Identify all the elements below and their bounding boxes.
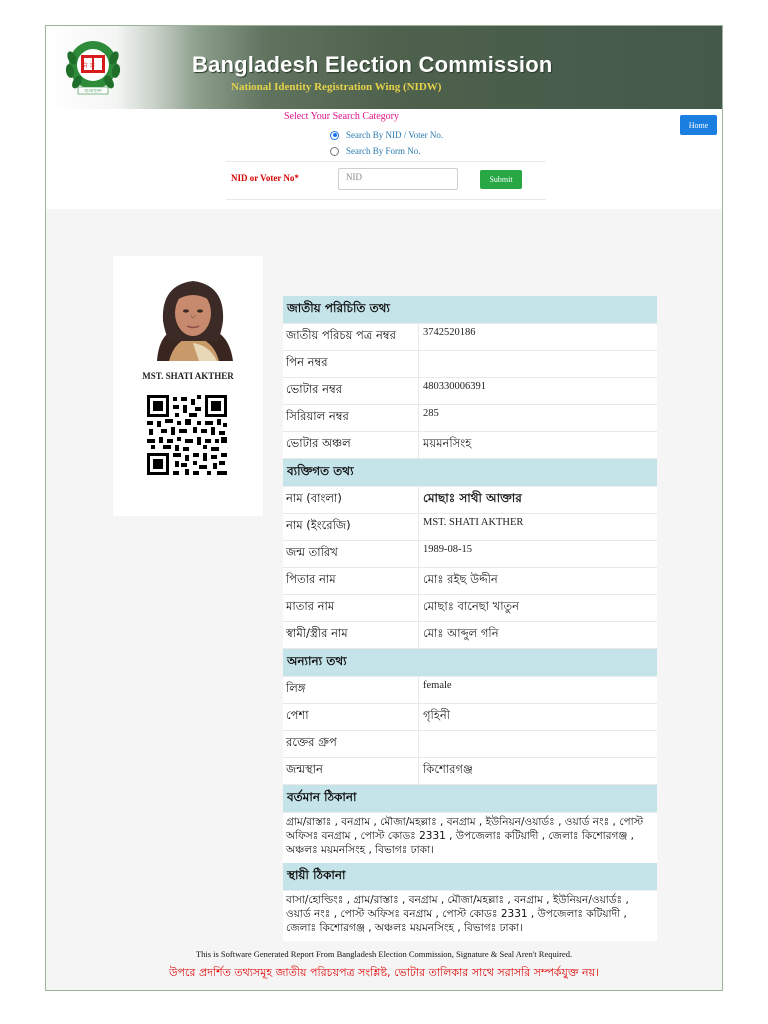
profile-card xyxy=(113,256,263,516)
section-national-id-title: জাতীয় পরিচিতি তথ্য xyxy=(283,296,657,324)
table-row xyxy=(283,568,657,595)
result-area xyxy=(46,209,722,990)
voter-area-value: ময়মনসিংহ xyxy=(423,436,472,450)
birthplace-value: কিশোরগঞ্জ xyxy=(423,762,473,776)
row-label: মাতার নাম xyxy=(283,595,419,621)
occupation-value: গৃহিনী xyxy=(423,708,451,722)
radio-button[interactable] xyxy=(330,147,339,156)
blood-group-value xyxy=(419,731,657,757)
profile-name: MST. SHATI AKTHER xyxy=(142,371,234,381)
nid-input[interactable]: NID xyxy=(338,168,458,190)
site-subtitle: National Identity Registration Wing (NIDW) xyxy=(231,81,442,93)
pin-value xyxy=(419,351,657,377)
search-panel xyxy=(46,109,722,209)
name-bangla-value: মোছাঃ সাথী আক্তার xyxy=(423,491,522,505)
row-label: পেশা xyxy=(283,704,419,730)
table-row xyxy=(283,351,657,378)
table-row xyxy=(283,758,657,785)
page-frame xyxy=(45,25,723,991)
svg-text:নি ক: নি ক xyxy=(81,62,95,70)
row-label: জন্মস্থান xyxy=(283,758,419,784)
table-row xyxy=(283,378,657,405)
footer-notice-bangla: উপরে প্রদর্শিত তথ্যসমূহ জাতীয় পরিচয়পত্র সংশ্লিষ্ট, ভোটার তালিকার সাথে সরাসরি সম্পর্কযুক্ত নয়। xyxy=(168,966,600,979)
serial-number-value: 285 xyxy=(423,408,439,419)
nid-label: NID or Voter No* xyxy=(231,173,299,183)
nid-info-table xyxy=(283,296,657,941)
divider xyxy=(226,161,546,162)
table-row xyxy=(283,677,657,704)
home-button[interactable]: Home xyxy=(680,115,717,135)
divider xyxy=(226,199,546,200)
row-label: পিতার নাম xyxy=(283,568,419,594)
section-other-title: অন্যান্য তথ্য xyxy=(283,649,657,677)
permanent-address-text: বাসা/হোল্ডিংঃ , গ্রাম/রাস্তাঃ , বনগ্রাম , মৌজা/মহল্লাঃ , বনগ্রাম , ইউনিয়ন/ওয়ার্ডঃ , ওয়ার্ড নংঃ , পোস্ট অফিসঃ বনগ্রাম , পোস্ট কোডঃ 2331 , উপজেলাঃ কটিয়াদী , জেলাঃ কিশোরগঞ্জ , অঞ্চলঃ ময়মনসিংহ , বিভাগঃ ঢাকা। xyxy=(286,894,629,934)
father-name-value: মোঃ রইছ উদ্দীন xyxy=(423,572,498,586)
qr-code xyxy=(147,395,227,475)
row-label: জন্ম তারিখ xyxy=(283,541,419,567)
gender-value: female xyxy=(423,680,452,691)
present-address-text: গ্রাম/রাস্তাঃ , বনগ্রাম , মৌজা/মহল্লাঃ , বনগ্রাম , ইউনিয়ন/ওয়ার্ডঃ , ওয়ার্ড নংঃ , পোস্ট অফিসঃ বনগ্রাম , পোস্ট কোডঃ 2331 , উপজেলাঃ কটিয়াদী , জেলাঃ কিশোরগঞ্জ , অঞ্চলঃ ময়মনসিংহ , বিভাগঃ ঢাকা। xyxy=(286,816,644,856)
radio-button-checked[interactable] xyxy=(330,131,339,140)
table-row xyxy=(283,541,657,568)
row-label: সিরিয়াল নম্বর xyxy=(283,405,419,431)
row-label: রক্তের গ্রুপ xyxy=(283,731,419,757)
row-label: জাতীয় পরিচয় পত্র নম্বর xyxy=(283,324,419,350)
date-of-birth-value: 1989-08-15 xyxy=(423,544,472,555)
table-row xyxy=(283,432,657,459)
radio-option-nid[interactable] xyxy=(330,130,443,140)
nid-number-value: 3742520186 xyxy=(423,327,476,338)
svg-text:বাংলাদেশ: বাংলাদেশ xyxy=(84,89,102,95)
row-label: নাম (বাংলা) xyxy=(283,487,419,513)
radio-label-form: Search By Form No. xyxy=(346,146,421,156)
row-label: ভোটার নম্বর xyxy=(283,378,419,404)
election-commission-logo xyxy=(64,38,122,96)
submit-button[interactable]: Submit xyxy=(480,170,522,189)
section-permanent-address-title: স্থায়ী ঠিকানা xyxy=(283,863,657,891)
row-label: ভোটার অঞ্চল xyxy=(283,432,419,458)
table-row xyxy=(283,487,657,514)
table-row xyxy=(283,595,657,622)
site-title: Bangladesh Election Commission xyxy=(192,52,553,77)
table-row xyxy=(283,731,657,758)
table-row xyxy=(283,514,657,541)
profile-photo xyxy=(147,271,239,361)
name-english-value: MST. SHATI AKTHER xyxy=(423,517,524,528)
row-label: লিঙ্গ xyxy=(283,677,419,703)
row-label: পিন নম্বর xyxy=(283,351,419,377)
spouse-name-value: মোঃ আব্দুল গনি xyxy=(423,626,499,640)
table-row xyxy=(283,622,657,649)
row-label: স্বামী/স্ত্রীর নাম xyxy=(283,622,419,648)
table-row xyxy=(283,324,657,351)
radio-option-form[interactable] xyxy=(330,146,421,156)
table-row xyxy=(283,704,657,731)
radio-label-nid: Search By NID / Voter No. xyxy=(346,130,444,140)
search-category-title: Select Your Search Category xyxy=(284,111,399,122)
section-present-address-title: বর্তমান ঠিকানা xyxy=(283,785,657,813)
footer-notice-english: This is Software Generated Report From Bangladesh Election Commission, Signature & Seal Aren't Required. xyxy=(195,949,573,959)
voter-number-value: 480330006391 xyxy=(423,381,486,392)
mother-name-value: মোছাঃ বানেছা খাতুন xyxy=(423,599,520,613)
section-personal-title: ব্যক্তিগত তথ্য xyxy=(283,459,657,487)
table-row xyxy=(283,405,657,432)
row-label: নাম (ইংরেজি) xyxy=(283,514,419,540)
site-header xyxy=(46,26,722,109)
